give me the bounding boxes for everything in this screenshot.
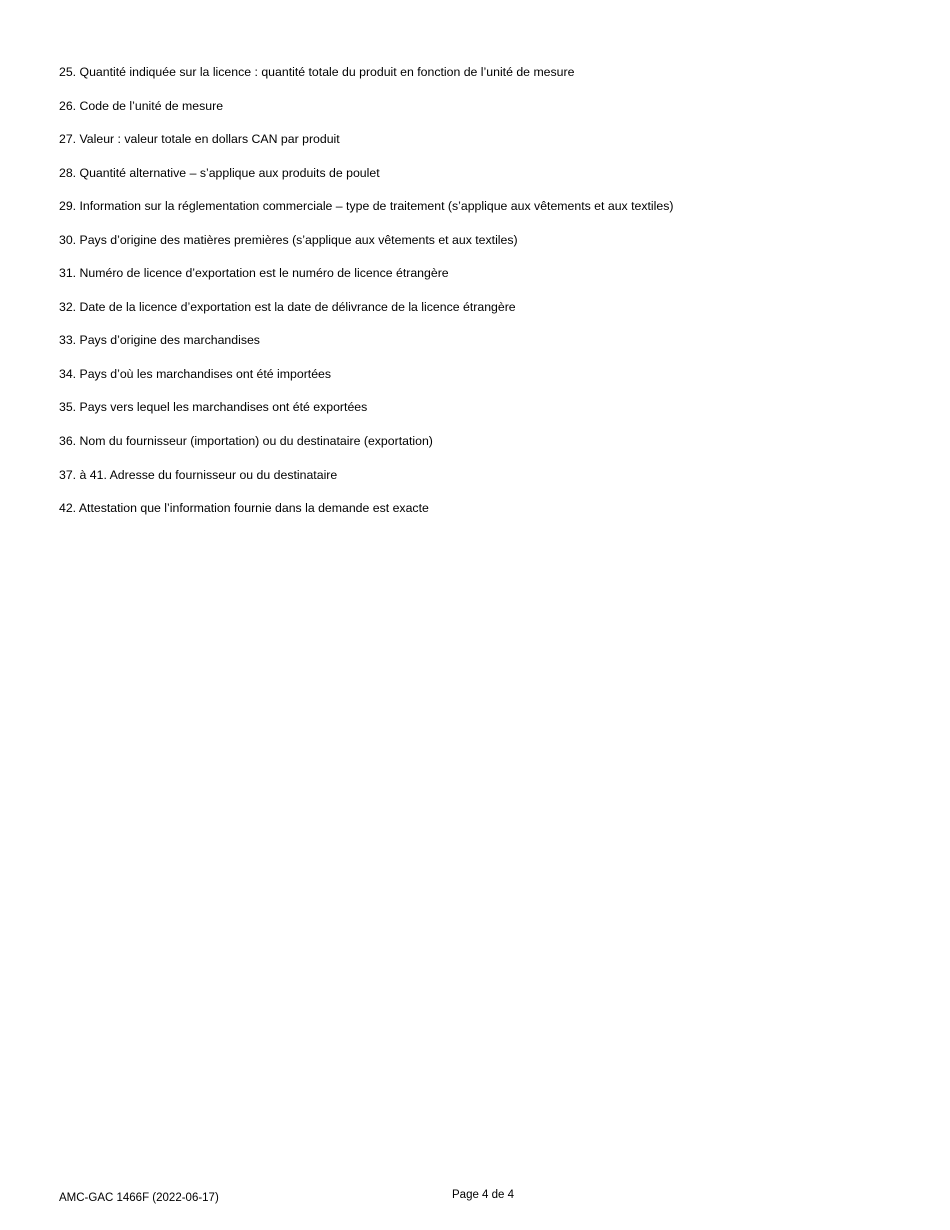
instruction-item: 31. Numéro de licence d’exportation est le numéro de licence étrangère (59, 266, 449, 281)
page-number: Page 4 de 4 (452, 1189, 515, 1201)
instruction-item: 28. Quantité alternative – s’applique aux produits de poulet (59, 165, 380, 180)
instruction-item: 32. Date de la licence d’exportation est la date de délivrance de la licence étrangère (59, 299, 516, 314)
instruction-item: 30. Pays d’origine des matières premières (s’applique aux vêtements et aux textiles) (59, 232, 518, 247)
instruction-list (59, 62, 673, 532)
instruction-item: 36. Nom du fournisseur (importation) ou du destinataire (exportation) (59, 434, 433, 449)
instruction-item: 34. Pays d’où les marchandises ont été importées (59, 366, 332, 381)
instruction-item: 37. à 41. Adresse du fournisseur ou du destinataire (59, 467, 338, 482)
instruction-item: 27. Valeur : valeur totale en dollars CAN par produit (59, 132, 340, 147)
instruction-item: 29. Information sur la réglementation commerciale – type de traitement (s’applique aux vêtements et aux textiles) (59, 199, 674, 214)
instruction-item: 33. Pays d’origine des marchandises (59, 333, 260, 348)
instruction-item: 25. Quantité indiquée sur la licence : quantité totale du produit en fonction de l’unité de mesure (59, 65, 575, 79)
instruction-item: 42. Attestation que l’information fournie dans la demande est exacte (59, 501, 429, 516)
instruction-item: 26. Code de l’unité de mesure (59, 98, 224, 113)
form-code: AMC-GAC 1466F (2022-06-17) (59, 1192, 219, 1204)
instruction-item: 35. Pays vers lequel les marchandises ont été exportées (59, 400, 368, 415)
